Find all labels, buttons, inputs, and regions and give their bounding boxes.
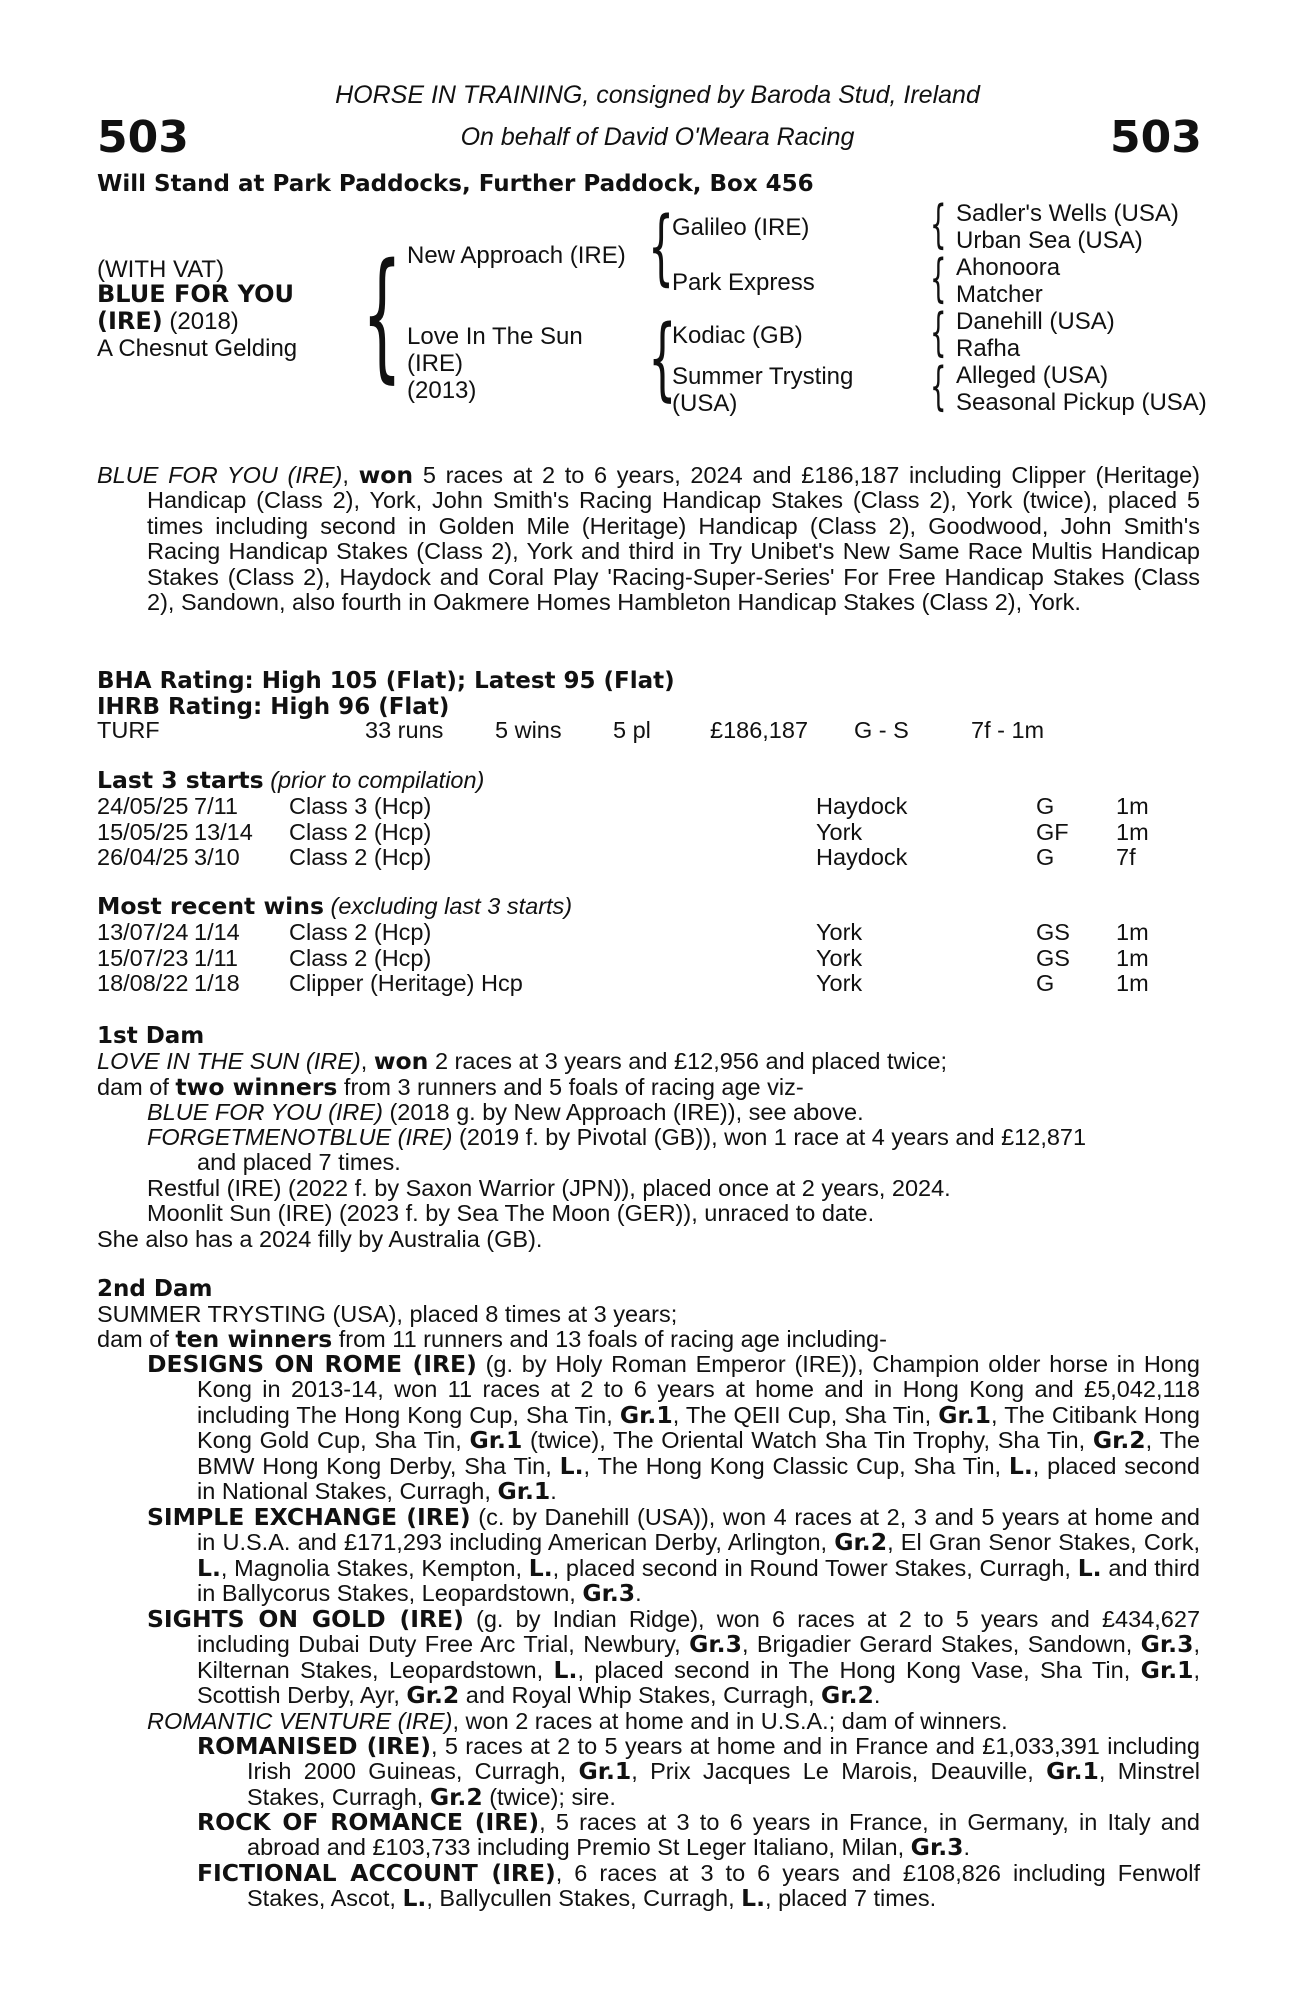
- cell-pos: 1/11: [194, 944, 238, 971]
- entry-text: , The QEII Cup, Sha Tin,: [672, 1401, 939, 1428]
- entry-text: (twice), The Oriental Watch Sha Tin Trophy, Sha Tin,: [522, 1427, 1093, 1454]
- table-row: [97, 971, 1200, 996]
- cell-race: Class 2 (Hcp): [289, 818, 432, 845]
- cell-race: Class 2 (Hcp): [289, 944, 432, 971]
- entry-sights-on-gold: [147, 1607, 1200, 1709]
- progeny-2-cont: and placed 7 times.: [197, 1149, 401, 1175]
- entry-text: , placed second in The Hong Kong Vase, Sha Tin,: [577, 1656, 1141, 1683]
- entry-text: , Kilternan Stakes, Leopardstown,: [197, 1631, 1200, 1683]
- second-dam-title: 2nd Dam: [97, 1276, 213, 1302]
- progeny-2: [147, 1125, 1086, 1150]
- cell-date: 18/08/22: [97, 970, 189, 996]
- entry-text: , The BMW Hong Kong Derby, Sha Tin,: [197, 1427, 1200, 1479]
- grade: L.: [197, 1553, 221, 1582]
- entry-text: (c. by Danehill (USA)), won 4 races at 2, 3 and 5 years at home and in U.S.A. and £171,293 including American Derby, Arlington,: [197, 1504, 1201, 1556]
- entry-simple-exchange: [147, 1505, 1200, 1607]
- entry-text: , Magnolia Stakes, Kempton,: [220, 1554, 529, 1581]
- pedigree-gs4-line1: Summer Trysting: [672, 363, 854, 390]
- summary-body: (Heritage) Handicap (Class 2), York, John Smith's Racing Handicap Stakes (Class 2), York (twice), placed 5 times including second in Golden Mile (Heritage) Handicap (Class 2), Goodwood, John Smith's Racing Handicap Stakes (Class 2), York and third in Try Unibet's New Same Race Multis Handicap Stakes (Class 2), Haydock and Coral Play 'Racing-Super-Series' For Free Handicap Stakes (Class 2), Sandown, also fourth in Oakmere Homes Hambleton Handicap Stakes (Class 2), York.: [147, 462, 1200, 616]
- entry-text: .: [635, 1580, 642, 1607]
- table-row: [97, 820, 1200, 845]
- cell-pos: 1/18: [194, 970, 240, 996]
- turf-label: TURF: [97, 717, 160, 743]
- pedigree-brace-ggs3: {: [930, 303, 947, 363]
- cell-date: 15/07/23: [97, 944, 189, 971]
- last3-note: (prior to compilation): [263, 767, 485, 793]
- progeny-1-name: BLUE FOR YOU (IRE): [147, 1099, 383, 1125]
- grade: Gr.1: [497, 1477, 551, 1506]
- grade: L.: [528, 1553, 553, 1582]
- entry-name: ROCK OF ROMANCE (IRE): [197, 1808, 540, 1836]
- second-dam-produce-b: from 11 runners and 13 foals of racing age including-: [332, 1326, 887, 1352]
- entry-designs-on-rome: [147, 1352, 1200, 1504]
- behalf-line: On behalf of David O'Meara Racing: [460, 123, 855, 151]
- grade: L.: [559, 1451, 584, 1480]
- entry-name: ROMANISED (IRE): [197, 1732, 431, 1760]
- pedigree-gs2: Park Express: [672, 269, 815, 296]
- bha-rating: BHA Rating: High 105 (Flat); Latest 95 (Flat): [97, 668, 675, 694]
- cell-going: G: [1036, 793, 1055, 819]
- stand-line: Will Stand at Park Paddocks, Further Paddock, Box 456: [97, 171, 814, 197]
- pedigree-brace-ggs1: {: [930, 195, 947, 255]
- lot-number-left: 503: [97, 112, 189, 163]
- entry-text: , Prix Jacques Le Marois, Deauville,: [631, 1758, 1047, 1785]
- entry-text: , Minstrel Stakes, Curragh,: [247, 1758, 1200, 1810]
- cell-course: York: [816, 818, 863, 845]
- grade: L.: [553, 1655, 578, 1684]
- grade: Gr.1: [469, 1426, 523, 1455]
- pedigree-dam-line2: (IRE): [407, 350, 463, 377]
- first-dam-name: LOVE IN THE SUN (IRE): [97, 1048, 361, 1074]
- grade: Gr.2: [406, 1681, 460, 1710]
- cell-course: York: [816, 919, 863, 945]
- pedigree-ggs1: Sadler's Wells (USA): [956, 200, 1179, 227]
- cell-race: Class 2 (Hcp): [289, 844, 432, 870]
- grade: Gr.1: [578, 1757, 632, 1786]
- entry-text: and third in Ballycorus Stakes, Leopardstown,: [197, 1554, 1200, 1607]
- turf-runs: 33 runs: [365, 717, 444, 743]
- entry-text: , The Hong Kong Classic Cup, Sha Tin,: [583, 1452, 1009, 1479]
- grade: Gr.1: [938, 1400, 992, 1429]
- entry-text: .: [963, 1834, 971, 1861]
- pedigree-ggs7: Alleged (USA): [956, 362, 1109, 389]
- first-dam-filly: She also has a 2024 filly by Australia (GB).: [97, 1226, 543, 1252]
- cell-dist: 1m: [1116, 818, 1149, 845]
- grade: L.: [402, 1884, 427, 1913]
- progeny-2-detail: (2019 f. by Pivotal (GB)), won 1 race at 4 years and £12,871: [452, 1124, 1087, 1150]
- entry-text: , Ballycullen Stakes, Curragh,: [426, 1885, 742, 1912]
- entry-text: .: [550, 1478, 557, 1505]
- cell-going: G: [1036, 844, 1055, 870]
- grade: Gr.3: [582, 1579, 636, 1608]
- pedigree-gs4-line2: (USA): [672, 390, 738, 417]
- foaling-year: (2018): [162, 308, 239, 335]
- cell-course: Haydock: [816, 844, 908, 870]
- grade: Gr.3: [910, 1833, 964, 1862]
- summary-horse-name: BLUE FOR YOU (IRE): [97, 462, 343, 488]
- entry-fictional-account: [197, 1861, 1200, 1912]
- cell-race: Clipper (Heritage) Hcp: [289, 970, 523, 996]
- pedigree-ggs6: Rafha: [956, 335, 1021, 362]
- cell-date: 24/05/25: [97, 793, 189, 819]
- last3-heading: [97, 768, 484, 793]
- grade: L.: [1077, 1553, 1102, 1582]
- first-dam-title: 1st Dam: [97, 1023, 205, 1049]
- first-dam-line1: [97, 1049, 947, 1074]
- entry-text: (twice); sire.: [482, 1783, 616, 1810]
- entry-rock-of-romance: [197, 1810, 1200, 1861]
- pedigree-gs1: Galileo (IRE): [672, 214, 810, 241]
- entry-text: , won 2 races at home and in U.S.A.; dam of winners.: [452, 1708, 1008, 1734]
- turf-prize: £186,187: [710, 717, 809, 743]
- entry-text: and Royal Whip Stakes, Curragh,: [459, 1682, 822, 1709]
- grade: Gr.1: [1140, 1655, 1194, 1684]
- entry-name: SIMPLE EXCHANGE (IRE): [147, 1503, 471, 1531]
- second-dam-line1: SUMMER TRYSTING (USA), placed 8 times at 3 years;: [97, 1301, 678, 1327]
- grade: Gr.2: [821, 1681, 874, 1710]
- grade: Gr.1: [1046, 1757, 1099, 1786]
- pedigree-gs3: Kodiac (GB): [672, 322, 803, 349]
- entry-text: .: [873, 1682, 881, 1709]
- recent-wins-note: (excluding last 3 starts): [323, 893, 573, 919]
- vat-label: (WITH VAT): [97, 256, 225, 283]
- summary-first-line: 5 races at 2 to 6 years, 2024 and £186,187 including Clipper: [413, 462, 1086, 488]
- horse-description: A Chesnut Gelding: [97, 335, 298, 362]
- pedigree-ggs8: Seasonal Pickup (USA): [956, 389, 1207, 416]
- first-dam-produce-b: from 3 runners and 5 foals of racing age viz-: [337, 1074, 804, 1100]
- table-row: [97, 845, 1200, 870]
- cell-going: GF: [1036, 818, 1069, 845]
- grade: L.: [1008, 1451, 1033, 1480]
- first-dam-won: won: [373, 1047, 429, 1075]
- grade: Gr.2: [1092, 1426, 1146, 1455]
- cell-dist: 1m: [1116, 919, 1149, 945]
- cell-course: Haydock: [816, 793, 908, 819]
- cell-date: 15/05/25: [97, 818, 189, 845]
- cell-pos: 13/14: [194, 818, 253, 845]
- entry-romanised: [197, 1734, 1200, 1810]
- cell-going: GS: [1036, 944, 1070, 971]
- table-row: [97, 920, 1200, 945]
- grade: Gr.2: [429, 1782, 483, 1811]
- race-summary: BLUE FOR YOU (IRE), won 5 races at 2 to 6 years, 2024 and £186,187 including Clipper (Heritage) Handicap (Class 2), York, John Smith's Racing Handicap Stakes (Class 2), York (twice), placed 5 times including second in Golden Mile (Heritage) Handicap (Class 2), Goodwood, John Smith's Racing Handicap Stakes (Class 2), York and third in Try Unibet's New Same Race Multis Handicap Stakes (Class 2), Haydock and Coral Play 'Racing-Super-Series' For Free Handicap Stakes (Class 2), Sandown, also fourth in Oakmere Homes Hambleton Handicap Stakes (Class 2), York.: [97, 461, 1200, 616]
- pedigree-ggs4: Matcher: [956, 281, 1043, 308]
- first-dam-comma: ,: [360, 1048, 374, 1074]
- cell-race: Class 2 (Hcp): [289, 919, 432, 945]
- first-dam-produce-a: dam of: [97, 1074, 176, 1100]
- recent-wins-title: Most recent wins: [97, 892, 324, 920]
- consignor-line: HORSE IN TRAINING, consigned by Baroda Stud, Ireland: [335, 81, 980, 109]
- entry-text: , Brigadier Gerard Stakes, Sandown,: [741, 1631, 1141, 1658]
- entry-name: FICTIONAL ACCOUNT (IRE): [197, 1859, 556, 1887]
- pedigree-brace-sire: {: [648, 200, 675, 295]
- progeny-4: Moonlit Sun (IRE) (2023 f. by Sea The Moon (GER)), unraced to date.: [147, 1200, 875, 1226]
- cell-going: GS: [1036, 919, 1070, 945]
- entry-text: , Scottish Derby, Ayr,: [197, 1656, 1201, 1709]
- entry-name: ROMANTIC VENTURE (IRE): [147, 1708, 453, 1734]
- cell-pos: 3/10: [194, 844, 240, 870]
- cell-dist: 1m: [1116, 944, 1149, 971]
- turf-distance: 7f - 1m: [971, 717, 1045, 743]
- pedigree-dam-line3: (2013): [407, 377, 477, 404]
- horse-name-suffix: [97, 308, 239, 335]
- turf-placed: 5 pl: [613, 717, 651, 743]
- pedigree-brace-dam: {: [648, 306, 677, 411]
- cell-course: York: [816, 944, 863, 971]
- progeny-3: Restful (IRE) (2022 f. by Saxon Warrior (JPN)), placed once at 2 years, 2024.: [147, 1175, 951, 1201]
- cell-pos: 7/11: [194, 793, 238, 819]
- grade: Gr.3: [1140, 1630, 1194, 1659]
- progeny-1: [147, 1100, 864, 1125]
- cell-dist: 1m: [1116, 970, 1149, 996]
- entry-name: DESIGNS ON ROME (IRE): [147, 1350, 477, 1378]
- second-dam-line2: [97, 1327, 887, 1352]
- cell-dist: 7f: [1116, 844, 1136, 870]
- entry-text: (g. by Holy Roman Emperor (IRE)), Champion older horse in Hong Kong in 2013-14, won 11 races at 2 to 6 years at home and in Hong Kong and £5,042,118 including The Hong Kong Cup, Sha Tin,: [197, 1351, 1200, 1428]
- pedigree-sire: New Approach (IRE): [407, 242, 626, 269]
- entry-text: , placed second in National Stakes, Curragh,: [197, 1452, 1200, 1505]
- last3-title: Last 3 starts: [97, 766, 264, 794]
- horse-name: BLUE FOR YOU: [97, 280, 295, 308]
- cell-going: G: [1036, 970, 1055, 996]
- first-dam-line2: [97, 1075, 804, 1100]
- pedigree-dam-line1: Love In The Sun: [407, 323, 583, 350]
- first-dam-record: 2 races at 3 years and £12,956 and placed twice;: [428, 1048, 948, 1074]
- turf-wins: 5 wins: [495, 717, 562, 743]
- lot-number-right: 503: [1110, 112, 1202, 163]
- second-dam-produce-a: dam of: [97, 1326, 176, 1352]
- entry-text: , placed second in Round Tower Stakes, Curragh,: [552, 1554, 1078, 1581]
- entry-text: , 6 races at 3 to 6 years and £108,826 including Fenwolf Stakes, Ascot,: [247, 1860, 1200, 1912]
- cell-race: Class 3 (Hcp): [289, 793, 432, 819]
- second-dam-winners: ten winners: [175, 1325, 333, 1353]
- pedigree-ggs3: Ahonoora: [956, 254, 1061, 281]
- pedigree-brace-main: {: [362, 234, 403, 397]
- cell-date: 26/04/25: [97, 844, 189, 870]
- progeny-1-detail: (2018 g. by New Approach (IRE)), see above.: [382, 1099, 864, 1125]
- cell-course: York: [816, 970, 863, 996]
- entry-text: , El Gran Senor Stakes, Cork,: [887, 1529, 1200, 1556]
- turf-going: G - S: [854, 717, 909, 743]
- ihrb-rating: IHRB Rating: High 96 (Flat): [97, 694, 450, 720]
- entry-text: , The Citibank Hong Kong Gold Cup, Sha Tin,: [197, 1401, 1200, 1454]
- cell-date: 13/07/24: [97, 919, 189, 945]
- entry-name: SIGHTS ON GOLD (IRE): [147, 1605, 464, 1633]
- table-row: [97, 794, 1200, 819]
- grade: Gr.3: [689, 1630, 742, 1659]
- turf-summary-row: [97, 718, 1200, 743]
- grade: L.: [741, 1884, 766, 1913]
- pedigree-brace-ggs2: {: [930, 249, 947, 309]
- grade: Gr.1: [619, 1400, 673, 1429]
- entry-romantic-venture: [147, 1709, 1008, 1734]
- entry-text: , 5 races at 2 to 5 years at home and in France and £1,033,391 including Irish 2000 Guineas, Curragh,: [247, 1733, 1201, 1785]
- country-code: (IRE): [97, 307, 163, 335]
- cell-pos: 1/14: [194, 919, 240, 945]
- progeny-2-name: FORGETMENOTBLUE (IRE): [147, 1124, 453, 1150]
- summary-won: won: [358, 461, 414, 489]
- entry-text: , placed 7 times.: [765, 1885, 937, 1912]
- grade: Gr.2: [834, 1528, 888, 1557]
- entry-text: , 5 races at 3 to 6 years in France, in Germany, in Italy and abroad and £103,733 including Premio St Leger Italiano, Milan,: [247, 1809, 1200, 1861]
- pedigree-ggs5: Danehill (USA): [956, 308, 1115, 335]
- recent-wins-heading: [97, 894, 572, 919]
- cell-dist: 1m: [1116, 793, 1149, 819]
- first-dam-winners: two winners: [175, 1073, 338, 1101]
- entry-text: (g. by Indian Ridge), won 6 races at 2 to 5 years and £434,627 including Dubai Duty Free Arc Trial, Newbury,: [197, 1606, 1201, 1658]
- table-row: [97, 946, 1200, 971]
- pedigree-brace-ggs4: {: [930, 357, 947, 417]
- pedigree-ggs2: Urban Sea (USA): [956, 227, 1143, 254]
